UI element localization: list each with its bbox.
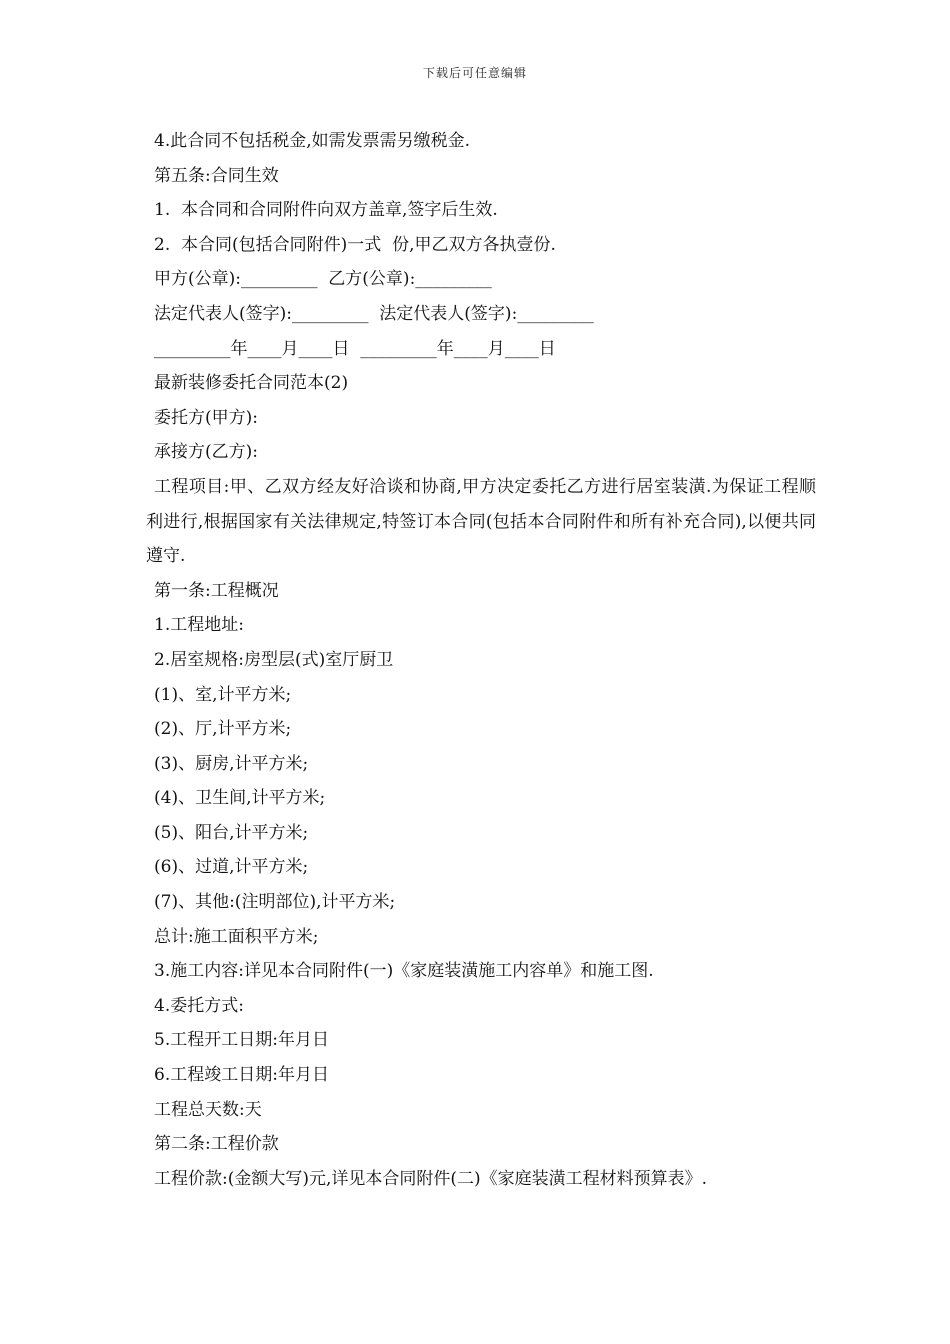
room-item: (2)、厅,计平方米; <box>154 719 292 740</box>
party-a-line: 委托方(甲方): <box>154 407 258 428</box>
party-b-line: 承接方(乙方): <box>154 442 258 463</box>
signature-line-representative: 法定代表人(签字):_________ 法定代表人(签字):_________ <box>154 303 594 324</box>
room-item: (1)、室,计平方米; <box>154 684 292 705</box>
room-item: (6)、过道,计平方米; <box>154 857 309 878</box>
text-line: 1.工程地址: <box>154 615 244 636</box>
text-line: 6.工程竣工日期:年月日 <box>154 1065 329 1086</box>
text-line: 2. 本合同(包括合同附件)一式 份,甲乙双方各执壹份. <box>154 234 556 255</box>
section-heading: 第五条:合同生效 <box>154 165 279 186</box>
text-line: 4.委托方式: <box>154 995 244 1016</box>
section-heading: 第二条:工程价款 <box>154 1134 279 1155</box>
document-body <box>146 124 816 1196</box>
text-line: 工程总天数:天 <box>154 1099 262 1120</box>
text-line: 2.居室规格:房型层(式)室厅厨卫 <box>154 649 394 670</box>
text-line: 工程价款:(金额大写)元,详见本合同附件(二)《家庭装潢工程材料预算表》. <box>154 1168 708 1189</box>
project-paragraph: 工程项目:甲、乙双方经友好洽谈和协商,甲方决定委托乙方进行居室装潢.为保证工程顺利进行,根据国家有关法律规定,特签订本合同(包括本合同附件和所有补充合同),以便共同遵守. <box>146 476 816 567</box>
text-line: 4.此合同不包括税金,如需发票需另缴税金. <box>154 131 471 151</box>
text-line: 1. 本合同和合同附件向双方盖章,签字后生效. <box>154 200 498 221</box>
room-item: (3)、厨房,计平方米; <box>154 753 309 774</box>
section-heading: 第一条:工程概况 <box>154 580 279 601</box>
signature-line-seal: 甲方(公章):_________ 乙方(公章):_________ <box>154 269 492 290</box>
document-title: 最新装修委托合同范本(2) <box>154 373 349 394</box>
text-line: 总计:施工面积平方米; <box>154 926 319 947</box>
room-item: (5)、阳台,计平方米; <box>154 822 309 843</box>
signature-line-date: _________年____月____日 _________年____月____日 <box>154 338 556 359</box>
page-header-note: 下载后可任意编辑 <box>422 66 527 80</box>
text-line: 5.工程开工日期:年月日 <box>154 1030 329 1051</box>
room-item: (7)、其他:(注明部位),计平方米; <box>154 892 396 913</box>
text-line: 3.施工内容:详见本合同附件(一)《家庭装潢施工内容单》和施工图. <box>154 961 654 982</box>
room-item: (4)、卫生间,计平方米; <box>154 788 326 809</box>
